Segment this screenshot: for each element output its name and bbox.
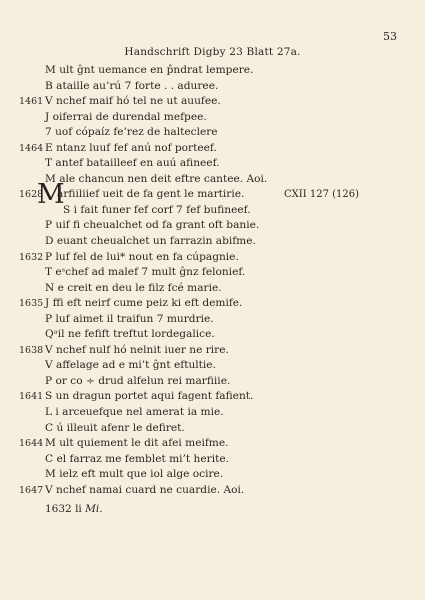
line-number: 1641 — [19, 391, 44, 403]
line-text: Qᵃil ne fefift treftut lordegalice. — [45, 328, 215, 341]
line-text: T antef batailleef en auú afineef. — [45, 157, 220, 170]
line-number: 1638 — [19, 344, 44, 356]
footnote-lemma: li — [75, 503, 82, 515]
laisse-reference: CXII 127 (126) — [284, 189, 360, 201]
verse-line — [0, 172, 425, 188]
verse-line — [0, 250, 425, 266]
line-text: P luf aimet il traifun 7 murdrie. — [45, 312, 214, 325]
line-text: N e creit en deu le filz fcé marie. — [45, 281, 222, 294]
line-text: S un dragun portet aqui fagent fafient. — [45, 390, 254, 403]
line-text: T eˢchef ad malef 7 mult ĝnz felonief. — [45, 266, 246, 279]
verse-line — [0, 63, 425, 79]
verse-line — [0, 110, 425, 126]
verse-line — [0, 405, 425, 421]
footnote — [45, 503, 103, 515]
line-text: D euant cheualchet un farrazin abifme. — [45, 235, 256, 248]
line-number: 1628 — [19, 189, 44, 201]
running-head: Handschrift Digby 23 Blatt 27a. — [124, 46, 301, 58]
line-text: M ale chancun nen deit eftre cantee. Aoi. — [45, 172, 268, 185]
verse-line — [0, 141, 425, 157]
verse-line — [0, 483, 425, 499]
line-number: 1464 — [19, 142, 44, 154]
footnote-number: 1632 — [45, 503, 72, 515]
line-text: P uif fi cheualchet od fa grant oft banie. — [45, 219, 260, 232]
line-text: M ult quiement le dit afei meifme. — [45, 437, 229, 450]
verse-line — [0, 358, 425, 374]
line-text: arfiiliief ueit de fa gent le martirie. — [57, 188, 245, 201]
verse-line — [0, 187, 425, 203]
verse-line — [0, 327, 425, 343]
line-text: J ffi eft neirf cume peiz ki eft demife. — [45, 297, 243, 310]
verse-line — [0, 296, 425, 312]
verse-area — [0, 63, 425, 498]
line-text: C el farraz me femblet mi’t herite. — [45, 452, 229, 465]
verse-line — [0, 265, 425, 281]
line-text: V nchef namai cuard ne cuardie. Aoi. — [45, 483, 245, 496]
verse-line — [0, 421, 425, 437]
line-text: M ielz eft mult que iol alge ocire. — [45, 468, 224, 481]
verse-line — [0, 312, 425, 328]
line-text: V nchef nulf hó nelnit iuer ne rire. — [45, 343, 229, 356]
line-text: V nchef maif hó tel ne ut auufee. — [45, 95, 221, 108]
line-number: 1644 — [19, 438, 44, 450]
footnote-reading: Mi. — [85, 503, 103, 515]
verse-line — [0, 374, 425, 390]
verse-line — [0, 234, 425, 250]
line-text: C ú illeuit afenr le defiret. — [45, 421, 185, 434]
line-text: L i arceuefque nel amerat ia mie. — [45, 406, 224, 419]
verse-line — [0, 389, 425, 405]
line-text: M ult ĝnt uemance en p̂ndrat lempere. — [45, 64, 254, 76]
line-text: S i fait funer fef corf 7 fef bufineef. — [63, 203, 251, 216]
verse-line — [0, 79, 425, 95]
line-text: V affelage ad e mi’t ĝnt eftultie. — [45, 359, 216, 372]
line-text: P luf fel de lui* nout en fa cúpagnie. — [45, 250, 239, 263]
verse-line — [0, 218, 425, 234]
page-number: 53 — [383, 30, 397, 43]
line-text: 7 uof cópaíz fe’rez de halteclere — [45, 126, 218, 139]
line-text: B ataille au’rú 7 forte . . aduree. — [45, 79, 219, 92]
verse-line — [0, 343, 425, 359]
line-number: 1461 — [19, 96, 44, 108]
verse-line — [0, 156, 425, 172]
verse-line — [0, 281, 425, 297]
line-number: 1632 — [19, 251, 44, 263]
verse-line — [0, 125, 425, 141]
verse-line — [0, 203, 425, 219]
line-number: 1647 — [19, 484, 44, 496]
line-number: 1635 — [19, 298, 44, 310]
verse-line — [0, 436, 425, 452]
line-text: E ntanz luuf fef anú nof porteef. — [45, 141, 217, 154]
line-text: P or co ÷ drud alfelun rei marfiiie. — [45, 374, 231, 387]
verse-line — [0, 452, 425, 468]
drop-initial: M — [37, 179, 65, 210]
verse-line — [0, 94, 425, 110]
verse-line — [0, 467, 425, 483]
line-text: J oiferrai de durendal mefpee. — [45, 110, 207, 123]
